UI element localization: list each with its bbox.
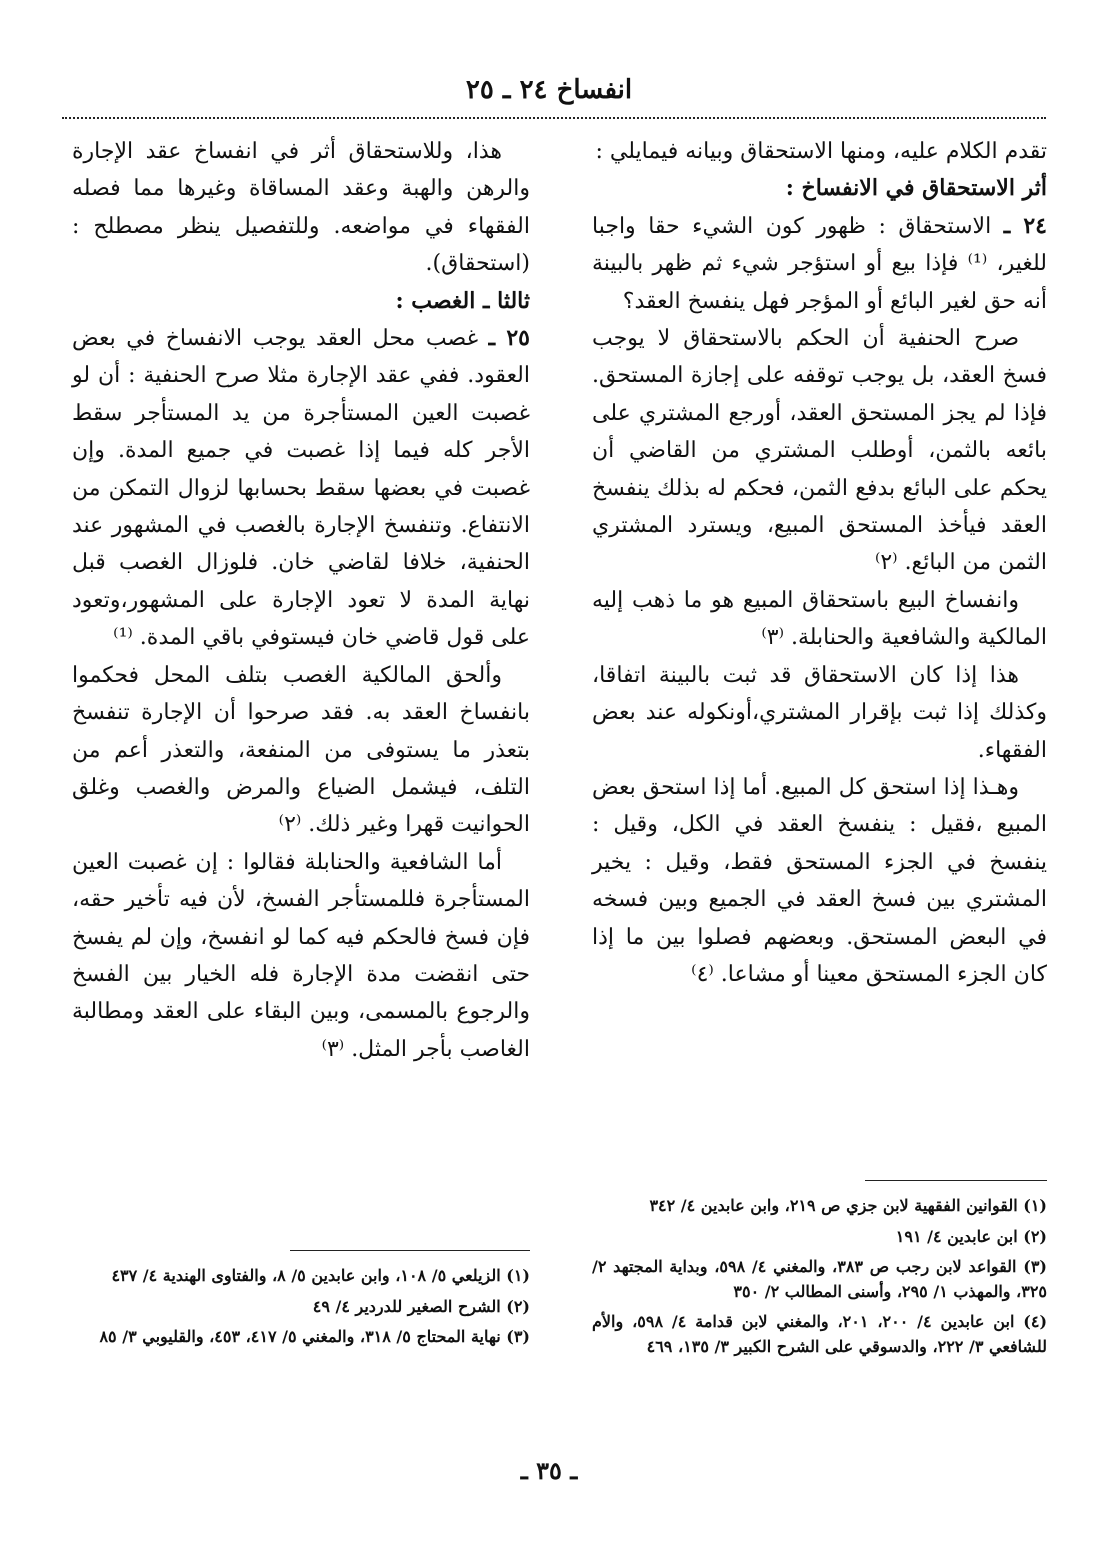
- numbered-paragraph: [592, 208, 1047, 320]
- paragraph: وألحق المالكية الغصب بتلف المحل فحكموا بانفساخ العقد به. فقد صرحوا أن الإجارة تنفسخ بتعذر ما يستوفى من المنفعة، والتعذر أعم من التلف، فيشمل الضياع والمرض والغصب وغلق الحوانيت قهرا وغير ذلك. ⁽٢⁾: [72, 662, 530, 838]
- running-title: انفساخ ٢٤ ـ ٢٥: [465, 75, 633, 105]
- section-heading: أثر الاستحقاق في الانفساخ :: [785, 175, 1047, 202]
- footnote: (٢) الشرح الصغير للدردير ٤/ ٤٩: [312, 1296, 530, 1316]
- page-number: ـ ٣٥ ـ: [520, 1456, 578, 1485]
- paragraph: أما الشافعية والحنابلة فقالوا : إن غصبت العين المستأجرة فللمستأجر الفسخ، لأن فيه تأخير حقه، فإن فسخ فالحكم فيه كما لو انفسخ، وإن لم يفسخ حتى انقضت مدة الإجارة فله الخيار بين الفسخ والرجوع بالمسمى، وبين البقاء على العقد ومطالبة الغاصب بأجر المثل. ⁽٣⁾: [72, 849, 530, 1062]
- right-column: [592, 133, 1047, 993]
- footnote: (٣) القواعد لابن رجب ص ٣٨٣، والمغني ٤/ ٥٩٨، وبداية المجتهد ٢/ ٣٢٥، والمهذب ١/ ٢٩٥، وأسنى المطالب ٢/ ٣٥٠: [592, 1257, 1047, 1301]
- header-dotted-rule: [62, 117, 1046, 119]
- paragraph: صرح الحنفية أن الحكم بالاستحقاق لا يوجب فسخ العقد، بل يوجب توقفه على إجازة المستحق. فإذا لم يجز المستحق العقد، أورجع المشتري على بائعه بالثمن، أوطلب المشتري من القاضي أن يحكم على البائع بدفع الثمن، فحكم له بذلك ينفسخ العقد فيأخذ المستحق المبيع، ويسترد المشتري الثمن من البائع. ⁽٢⁾: [592, 326, 1047, 576]
- footnotes-left: [72, 1264, 530, 1356]
- paragraph-number: ٢٥ ـ: [488, 325, 530, 352]
- left-column: [72, 133, 530, 1068]
- footnote: (٣) نهاية المحتاج ٥/ ٣١٨، والمغني ٥/ ٤١٧، ٤٥٣، والقليوبي ٣/ ٨٥: [99, 1327, 530, 1346]
- footnote-separator: [290, 1250, 530, 1251]
- section-heading: ثالثا ـ الغصب :: [395, 287, 530, 314]
- footnote-separator: [865, 1180, 1047, 1181]
- paragraph-text: الاستحقاق : ظهور كون الشيء حقا واجبا للغير، ⁽¹⁾ فإذا بيع أو استؤجر شيء ثم ظهر بالبينة أنه حق لغير البائع أو المؤجر فهل ينفسخ العقد؟: [592, 213, 1048, 314]
- footnote: (٤) ابن عابدين ٤/ ٢٠٠، ٢٠١، والمغني لابن قدامة ٤/ ٥٩٨، والأم للشافعي ٣/ ٢٢٢، والدسوقي على الشرح الكبير ٣/ ١٣٥، ٤٦٩: [592, 1312, 1048, 1356]
- paragraph: هذا، وللاستحقاق أثر في انفساخ عقد الإجارة والرهن والهبة وعقد المساقاة وغيرها مما فصله الفقهاء في مواضعه. وللتفصيل ينظر مصطلح : (استحقاق).: [72, 139, 530, 277]
- paragraph: تقدم الكلام عليه، ومنها الاستحقاق وبيانه فيمايلي :: [595, 139, 1047, 164]
- paragraph: وانفساخ البيع باستحقاق المبيع هو ما ذهب إليه المالكية والشافعية والحنابلة. ⁽٣⁾: [592, 587, 1047, 651]
- paragraph-number: ٢٤ ـ: [1003, 212, 1047, 239]
- footnote: (٢) ابن عابدين ٤/ ١٩١: [895, 1226, 1047, 1246]
- footnotes-right: [592, 1194, 1047, 1365]
- footnote: (١) القوانين الفقهية لابن جزي ص ٢١٩، وابن عابدين ٤/ ٣٤٢: [649, 1196, 1047, 1215]
- paragraph: وهـذا إذا استحق كل المبيع. أما إذا استحق بعض المبيع ،فقيل : ينفسخ العقد في الكل، وقيل : ينفسخ في الجزء المستحق فقط، وقيل : يخير المشتري بين فسخ العقد في الجميع وبين فسخه في البعض المستحق. وبعضهم فصلوا بين ما إذا كان الجزء المستحق معينا أو مشاعا. ⁽٤⁾: [592, 774, 1047, 987]
- footnote: (١) الزيلعي ٥/ ١٠٨، وابن عابدين ٥/ ٨، والفتاوى الهندية ٤/ ٤٣٧: [111, 1266, 530, 1285]
- paragraph-text: غصب محل العقد يوجب الانفساخ في بعض العقود. ففي عقد الإجارة مثلا صرح الحنفية : أن لو غصبت العين المستأجرة من يد المستأجر سقط الأجر كله فيما إذا غصبت في جميع المدة. وإن غصبت في بعضها سقط بحسابها لزوال التمكن من الانتفاع. وتنفسخ الإجارة بالغصب في المشهور عند الحنفية، خلافا لقاضي خان. فلوزال الغصب قبل نهاية المدة لا تعود الإجارة على المشهور،وتعود على قول قاضي خان فيستوفي باقي المدة. ⁽¹⁾: [72, 326, 530, 651]
- paragraph: هذا إذا كان الاستحقاق قد ثبت بالبينة اتفاقا، وكذلك إذا ثبت بإقرار المشتري،أونكوله عند بعض الفقهاء.: [592, 662, 1047, 763]
- numbered-paragraph: [72, 320, 530, 657]
